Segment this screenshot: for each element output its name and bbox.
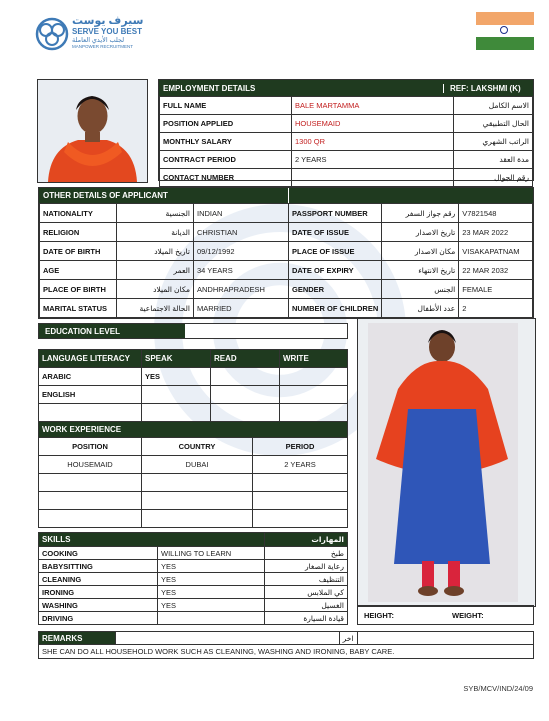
skill-label-cell: COOKING: [39, 547, 158, 560]
table-row: [160, 133, 533, 151]
english-speak: [142, 386, 211, 404]
other-v1-cell: CHRISTIAN: [194, 223, 289, 242]
skill-label-cell: IRONING: [39, 586, 158, 599]
logo-name: SERVE YOU BEST: [72, 27, 142, 36]
full-name-label: FULL NAME: [160, 97, 292, 115]
table-row: [160, 151, 533, 169]
skill-arabic-cell: رعاية الصغار: [265, 560, 348, 573]
language-arabic: ARABIC: [39, 368, 142, 386]
other-v2-cell: VISAKAPATNAM: [459, 242, 533, 261]
monthly-salary-arabic: الراتب الشهري: [454, 133, 533, 151]
table-row: [39, 386, 348, 404]
employment-header: EMPLOYMENT DETAILS: [163, 83, 256, 93]
other-details-table: [38, 187, 534, 319]
other-a1-cell: تاريخ الميلاد: [117, 242, 194, 261]
other-a2-cell: تاريخ الاصدار: [382, 223, 459, 242]
other-a1-cell: الحالة الاجتماعية: [117, 299, 194, 318]
contract-period-label: CONTRACT PERIOD: [160, 151, 292, 169]
language-table: [38, 349, 348, 422]
applicant-portrait: [37, 79, 148, 183]
work-experience-table: [38, 421, 348, 528]
other-v1-cell: INDIAN: [194, 204, 289, 223]
table-row: [39, 492, 348, 510]
work-experience-header: WORK EXPERIENCE: [39, 422, 348, 438]
remarks-text: SHE CAN DO ALL HOUSEHOLD WORK SUCH AS CLEANING, WASHING AND IRONING, BABY CARE.: [39, 645, 534, 659]
contract-period-arabic: مدة العقد: [454, 151, 533, 169]
skill-label-cell: WASHING: [39, 599, 158, 612]
other-l2-cell: PASSPORT NUMBER: [289, 204, 382, 223]
skills-header-arabic: المهارات: [265, 533, 348, 547]
logo-arabic-sub: لجلب الأيدي العاملة: [72, 37, 125, 44]
skills-table: [38, 532, 348, 625]
other-l2-cell: GENDER: [289, 280, 382, 299]
skill-arabic-cell: كي الملابس: [265, 586, 348, 599]
india-flag: [476, 12, 534, 50]
employment-details-table: [158, 79, 534, 181]
other-l2-cell: DATE OF EXPIRY: [289, 261, 382, 280]
logo-emblem-icon: [34, 16, 70, 52]
other-v1-cell: ANDHRAPRADESH: [194, 280, 289, 299]
table-row: [39, 368, 348, 386]
skill-arabic-cell: الغسيل: [265, 599, 348, 612]
other-l2-cell: DATE OF ISSUE: [289, 223, 382, 242]
full-name-value: BALE MARTAMMA: [292, 97, 454, 115]
english-write: [280, 386, 348, 404]
logo-arabic: سيرف يوست: [72, 15, 144, 27]
english-read: [211, 386, 280, 404]
language-header-row: [39, 350, 348, 368]
skill-label-cell: BABYSITTING: [39, 560, 158, 573]
company-logo: [34, 14, 144, 54]
monthly-salary-label: MONTHLY SALARY: [160, 133, 292, 151]
skill-label-cell: CLEANING: [39, 573, 158, 586]
table-row: [39, 404, 348, 422]
work-header-row: [39, 422, 348, 438]
other-a1-cell: الجنسية: [117, 204, 194, 223]
other-a1-cell: الديانة: [117, 223, 194, 242]
height-weight-box: [357, 605, 534, 625]
remarks-text-row: [39, 645, 534, 659]
language-literacy-header: LANGUAGE LITERACY: [39, 350, 142, 368]
work-country-value: DUBAI: [142, 456, 253, 474]
table-row: [160, 169, 533, 187]
work-country-header: COUNTRY: [142, 438, 253, 456]
other-v2-cell: V7821548: [459, 204, 533, 223]
table-row: [39, 573, 348, 586]
table-row: [39, 612, 348, 625]
language-english: ENGLISH: [39, 386, 142, 404]
skill-arabic-cell: التنظيف: [265, 573, 348, 586]
skill-label-cell: DRIVING: [39, 612, 158, 625]
other-details-header: OTHER DETAILS OF APPLICANT: [43, 191, 168, 200]
other-v2-cell: 22 MAR 2032: [459, 261, 533, 280]
arabic-write: [280, 368, 348, 386]
table-row: [39, 456, 348, 474]
position-applied-label: POSITION APPLIED: [160, 115, 292, 133]
position-applied-value: HOUSEMAID: [292, 115, 454, 133]
table-row: [40, 261, 533, 280]
weight-label: WEIGHT:: [452, 610, 484, 620]
contract-period-value: 2 YEARS: [292, 151, 454, 169]
table-row: [40, 280, 533, 299]
skills-header: SKILLS: [39, 533, 265, 547]
other-a1-cell: مكان الميلاد: [117, 280, 194, 299]
other-v1-cell: MARRIED: [194, 299, 289, 318]
other-v1-cell: 09/12/1992: [194, 242, 289, 261]
document-code: SYB/MCV/IND/24/09: [463, 684, 533, 693]
table-row: [39, 547, 348, 560]
height-label: HEIGHT:: [364, 610, 394, 620]
table-row: [39, 510, 348, 528]
other-a2-cell: مكان الاصدار: [382, 242, 459, 261]
skill-value-cell: YES: [158, 599, 265, 612]
ref-label: REF: LAKSHMI (K): [443, 84, 521, 93]
table-row: [39, 599, 348, 612]
ashoka-chakra-icon: [500, 26, 508, 34]
other-a2-cell: رقم جواز السفر: [382, 204, 459, 223]
skill-arabic-cell: قيادة السيارة: [265, 612, 348, 625]
other-l1-cell: AGE: [40, 261, 117, 280]
other-v2-cell: 23 MAR 2022: [459, 223, 533, 242]
skill-value-cell: YES: [158, 586, 265, 599]
table-row: [160, 115, 533, 133]
other-v2-cell: 2: [459, 299, 533, 318]
remarks-header-row: [39, 632, 534, 645]
logo-tagline: MANPOWER RECRUITMENT: [72, 44, 133, 49]
skill-value-cell: YES: [158, 560, 265, 573]
contact-number-arabic: رقم الجوال: [454, 169, 533, 187]
skill-value-cell: [158, 612, 265, 625]
skill-value-cell: YES: [158, 573, 265, 586]
work-position-header: POSITION: [39, 438, 142, 456]
other-l1-cell: RELIGION: [40, 223, 117, 242]
other-l1-cell: DATE OF BIRTH: [40, 242, 117, 261]
other-a2-cell: تاريخ الانتهاء: [382, 261, 459, 280]
table-row: [40, 242, 533, 261]
speak-header: SPEAK: [142, 350, 211, 368]
contact-number-value: [292, 169, 454, 187]
table-row: [39, 474, 348, 492]
skills-header-row: [39, 533, 348, 547]
table-row: [40, 204, 533, 223]
other-l2-cell: PLACE OF ISSUE: [289, 242, 382, 261]
work-columns-row: [39, 438, 348, 456]
work-position-value: HOUSEMAID: [39, 456, 142, 474]
education-level-header: [38, 323, 348, 339]
table-row: [39, 586, 348, 599]
write-header: WRITE: [280, 350, 348, 368]
education-level-label: EDUCATION LEVEL: [45, 326, 120, 336]
remarks-label: REMARKS: [39, 632, 116, 645]
full-body-figure: [358, 319, 535, 606]
skill-value-cell: WILLING TO LEARN: [158, 547, 265, 560]
other-a2-cell: عدد الأطفال: [382, 299, 459, 318]
work-period-header: PERIOD: [253, 438, 348, 456]
table-row: [40, 223, 533, 242]
position-applied-arabic: الحال التطبيقي: [454, 115, 533, 133]
employment-rows: [159, 96, 533, 187]
skill-arabic-cell: طبخ: [265, 547, 348, 560]
monthly-salary-value: 1300 QR: [292, 133, 454, 151]
remarks-arabic: اخر: [339, 632, 357, 645]
other-l1-cell: MARITAL STATUS: [40, 299, 117, 318]
table-row: [39, 560, 348, 573]
other-l1-cell: PLACE OF BIRTH: [40, 280, 117, 299]
arabic-read: [211, 368, 280, 386]
other-a2-cell: الجنس: [382, 280, 459, 299]
other-v2-cell: FEMALE: [459, 280, 533, 299]
table-row: [40, 299, 533, 318]
contact-number-label: CONTACT NUMBER: [160, 169, 292, 187]
read-header: READ: [211, 350, 280, 368]
work-period-value: 2 YEARS: [253, 456, 348, 474]
portrait-figure: [38, 80, 147, 182]
table-row: [160, 97, 533, 115]
remarks-section: [38, 631, 534, 659]
other-a1-cell: العمر: [117, 261, 194, 280]
arabic-speak: YES: [142, 368, 211, 386]
other-v1-cell: 34 YEARS: [194, 261, 289, 280]
other-l1-cell: NATIONALITY: [40, 204, 117, 223]
other-details-rows: [39, 203, 533, 318]
applicant-full-photo: [357, 318, 536, 607]
full-name-arabic: الاسم الكامل: [454, 97, 533, 115]
other-l2-cell: NUMBER OF CHILDREN: [289, 299, 382, 318]
